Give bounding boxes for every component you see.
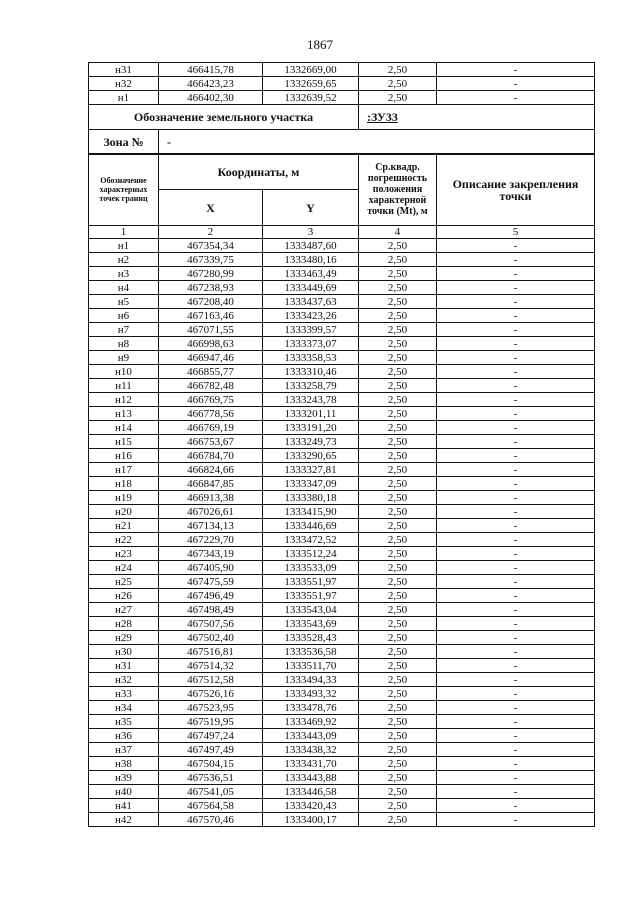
x-coordinate-cell: 467512,58 <box>159 673 263 687</box>
y-coordinate-cell: 1333469,92 <box>263 715 359 729</box>
x-coordinate-cell: 466913,38 <box>159 491 263 505</box>
x-coordinate-cell: 467541,05 <box>159 785 263 799</box>
y-coordinate-cell: 1332639,52 <box>263 91 359 105</box>
accuracy-cell: 2,50 <box>359 757 437 771</box>
description-cell: - <box>437 77 595 91</box>
x-coordinate-cell: 467514,32 <box>159 659 263 673</box>
accuracy-cell: 2,50 <box>359 267 437 281</box>
column-number: 2 <box>159 226 263 239</box>
x-coordinate-cell: 467498,49 <box>159 603 263 617</box>
page-number: 1867 <box>307 37 333 52</box>
y-coordinate-cell: 1333438,32 <box>263 743 359 757</box>
y-coordinate-cell: 1333528,43 <box>263 631 359 645</box>
y-coordinate-cell: 1333347,09 <box>263 477 359 491</box>
table-row <box>89 533 595 547</box>
accuracy-cell: 2,50 <box>359 463 437 477</box>
table-row <box>89 421 595 435</box>
y-coordinate-cell: 1333243,78 <box>263 393 359 407</box>
point-id-cell: н40 <box>89 785 159 799</box>
x-coordinate-cell: 466423,23 <box>159 77 263 91</box>
y-coordinate-cell: 1333512,24 <box>263 547 359 561</box>
table-row <box>89 351 595 365</box>
column-number: 4 <box>359 226 437 239</box>
x-coordinate-cell: 467519,95 <box>159 715 263 729</box>
x-coordinate-cell: 467208,40 <box>159 295 263 309</box>
x-coordinate-cell: 466998,63 <box>159 337 263 351</box>
y-coordinate-cell: 1333487,60 <box>263 239 359 253</box>
y-coordinate-cell: 1333258,79 <box>263 379 359 393</box>
description-cell: - <box>437 281 595 295</box>
description-cell: - <box>437 659 595 673</box>
point-id-cell: н22 <box>89 533 159 547</box>
point-id-cell: н28 <box>89 617 159 631</box>
x-coordinate-cell: 466769,75 <box>159 393 263 407</box>
x-coordinate-cell: 467238,93 <box>159 281 263 295</box>
table-row <box>89 659 595 673</box>
x-coordinate-cell: 466847,85 <box>159 477 263 491</box>
description-cell: - <box>437 421 595 435</box>
y-coordinate-cell: 1333493,32 <box>263 687 359 701</box>
point-id-cell: н31 <box>89 63 159 77</box>
table-row <box>89 589 595 603</box>
accuracy-cell: 2,50 <box>359 799 437 813</box>
table-row <box>89 337 595 351</box>
table-row <box>89 309 595 323</box>
accuracy-cell: 2,50 <box>359 77 437 91</box>
x-coordinate-cell: 467343,19 <box>159 547 263 561</box>
point-id-cell: н39 <box>89 771 159 785</box>
y-coordinate-cell: 1333420,43 <box>263 799 359 813</box>
accuracy-cell: 2,50 <box>359 435 437 449</box>
x-coordinate-cell: 467497,49 <box>159 743 263 757</box>
y-coordinate-cell: 1333399,57 <box>263 323 359 337</box>
plot-value: :ЗУ33 <box>359 105 595 130</box>
accuracy-cell: 2,50 <box>359 351 437 365</box>
point-id-cell: н18 <box>89 477 159 491</box>
accuracy-cell: 2,50 <box>359 547 437 561</box>
zone-label: Зона № <box>89 130 159 155</box>
header-x: X <box>159 190 263 226</box>
accuracy-cell: 2,50 <box>359 309 437 323</box>
table-row <box>89 379 595 393</box>
x-coordinate-cell: 467405,90 <box>159 561 263 575</box>
description-cell: - <box>437 519 595 533</box>
point-id-cell: н32 <box>89 77 159 91</box>
point-id-cell: н35 <box>89 715 159 729</box>
coordinates-table <box>88 153 595 827</box>
x-coordinate-cell: 466778,56 <box>159 407 263 421</box>
y-coordinate-cell: 1333536,58 <box>263 645 359 659</box>
description-cell: - <box>437 295 595 309</box>
accuracy-cell: 2,50 <box>359 337 437 351</box>
description-cell: - <box>437 323 595 337</box>
table-row <box>89 365 595 379</box>
header-coordinates: Координаты, м <box>159 154 359 190</box>
x-coordinate-cell: 467354,34 <box>159 239 263 253</box>
point-id-cell: н26 <box>89 589 159 603</box>
y-coordinate-cell: 1333543,04 <box>263 603 359 617</box>
y-coordinate-cell: 1333443,88 <box>263 771 359 785</box>
accuracy-cell: 2,50 <box>359 295 437 309</box>
header-point-label: Обозначение характерных точек границ <box>89 154 159 226</box>
table-row <box>89 449 595 463</box>
description-cell: - <box>437 407 595 421</box>
x-coordinate-cell: 467496,49 <box>159 589 263 603</box>
point-id-cell: н21 <box>89 519 159 533</box>
point-id-cell: н36 <box>89 729 159 743</box>
accuracy-cell: 2,50 <box>359 533 437 547</box>
y-coordinate-cell: 1333511,70 <box>263 659 359 673</box>
accuracy-cell: 2,50 <box>359 449 437 463</box>
point-id-cell: н20 <box>89 505 159 519</box>
table-row <box>89 617 595 631</box>
y-coordinate-cell: 1333373,07 <box>263 337 359 351</box>
point-id-cell: н16 <box>89 449 159 463</box>
table-row <box>89 281 595 295</box>
accuracy-cell: 2,50 <box>359 589 437 603</box>
accuracy-cell: 2,50 <box>359 323 437 337</box>
description-cell: - <box>437 337 595 351</box>
accuracy-cell: 2,50 <box>359 603 437 617</box>
table-row <box>89 295 595 309</box>
y-coordinate-cell: 1333551,97 <box>263 575 359 589</box>
x-coordinate-cell: 467339,75 <box>159 253 263 267</box>
x-coordinate-cell: 467071,55 <box>159 323 263 337</box>
y-coordinate-cell: 1333380,18 <box>263 491 359 505</box>
description-cell: - <box>437 477 595 491</box>
plot-designation-table <box>88 104 595 155</box>
x-coordinate-cell: 467536,51 <box>159 771 263 785</box>
table-row <box>89 813 595 827</box>
accuracy-cell: 2,50 <box>359 393 437 407</box>
x-coordinate-cell: 466753,67 <box>159 435 263 449</box>
accuracy-cell: 2,50 <box>359 561 437 575</box>
x-coordinate-cell: 467229,70 <box>159 533 263 547</box>
point-id-cell: н6 <box>89 309 159 323</box>
table-row <box>89 407 595 421</box>
description-cell: - <box>437 267 595 281</box>
description-cell: - <box>437 253 595 267</box>
description-cell: - <box>437 813 595 827</box>
point-id-cell: н17 <box>89 463 159 477</box>
point-id-cell: н37 <box>89 743 159 757</box>
point-id-cell: н15 <box>89 435 159 449</box>
point-id-cell: н34 <box>89 701 159 715</box>
y-coordinate-cell: 1333249,73 <box>263 435 359 449</box>
description-cell: - <box>437 491 595 505</box>
point-id-cell: н41 <box>89 799 159 813</box>
x-coordinate-cell: 467504,15 <box>159 757 263 771</box>
accuracy-cell: 2,50 <box>359 491 437 505</box>
description-cell: - <box>437 645 595 659</box>
point-id-cell: н1 <box>89 91 159 105</box>
table-row <box>89 799 595 813</box>
y-coordinate-cell: 1333201,11 <box>263 407 359 421</box>
x-coordinate-cell: 467564,58 <box>159 799 263 813</box>
table-row <box>89 757 595 771</box>
table-row <box>89 91 595 105</box>
column-numbers-row <box>89 226 595 239</box>
description-cell: - <box>437 799 595 813</box>
description-cell: - <box>437 239 595 253</box>
column-number: 3 <box>263 226 359 239</box>
y-coordinate-cell: 1333437,63 <box>263 295 359 309</box>
description-cell: - <box>437 533 595 547</box>
accuracy-cell: 2,50 <box>359 407 437 421</box>
accuracy-cell: 2,50 <box>359 505 437 519</box>
column-number: 1 <box>89 226 159 239</box>
table-row <box>89 63 595 77</box>
table-row <box>89 575 595 589</box>
point-id-cell: н8 <box>89 337 159 351</box>
y-coordinate-cell: 1333480,16 <box>263 253 359 267</box>
plot-label: Обозначение земельного участка <box>89 105 359 130</box>
y-coordinate-cell: 1333463,49 <box>263 267 359 281</box>
description-cell: - <box>437 449 595 463</box>
point-id-cell: н38 <box>89 757 159 771</box>
y-coordinate-cell: 1333533,09 <box>263 561 359 575</box>
description-cell: - <box>437 309 595 323</box>
x-coordinate-cell: 467570,46 <box>159 813 263 827</box>
y-coordinate-cell: 1333423,26 <box>263 309 359 323</box>
table-row <box>89 239 595 253</box>
y-coordinate-cell: 1333290,65 <box>263 449 359 463</box>
accuracy-cell: 2,50 <box>359 617 437 631</box>
description-cell: - <box>437 785 595 799</box>
x-coordinate-cell: 466402,30 <box>159 91 263 105</box>
x-coordinate-cell: 467163,46 <box>159 309 263 323</box>
description-cell: - <box>437 365 595 379</box>
point-id-cell: н14 <box>89 421 159 435</box>
x-coordinate-cell: 467475,59 <box>159 575 263 589</box>
y-coordinate-cell: 1333494,33 <box>263 673 359 687</box>
table-row <box>89 323 595 337</box>
y-coordinate-cell: 1333431,70 <box>263 757 359 771</box>
description-cell: - <box>437 757 595 771</box>
y-coordinate-cell: 1333415,90 <box>263 505 359 519</box>
point-id-cell: н2 <box>89 253 159 267</box>
y-coordinate-cell: 1332669,00 <box>263 63 359 77</box>
point-id-cell: н31 <box>89 659 159 673</box>
x-coordinate-cell: 466947,46 <box>159 351 263 365</box>
x-coordinate-cell: 467026,61 <box>159 505 263 519</box>
y-coordinate-cell: 1333472,52 <box>263 533 359 547</box>
description-cell: - <box>437 393 595 407</box>
point-id-cell: н3 <box>89 267 159 281</box>
table-row <box>89 435 595 449</box>
y-coordinate-cell: 1333310,46 <box>263 365 359 379</box>
description-cell: - <box>437 743 595 757</box>
accuracy-cell: 2,50 <box>359 771 437 785</box>
x-coordinate-cell: 466784,70 <box>159 449 263 463</box>
point-id-cell: н23 <box>89 547 159 561</box>
accuracy-cell: 2,50 <box>359 715 437 729</box>
table-row <box>89 547 595 561</box>
description-cell: - <box>437 631 595 645</box>
table-row <box>89 267 595 281</box>
accuracy-cell: 2,50 <box>359 91 437 105</box>
accuracy-cell: 2,50 <box>359 785 437 799</box>
table-row <box>89 393 595 407</box>
point-id-cell: н1 <box>89 239 159 253</box>
description-cell: - <box>437 603 595 617</box>
point-id-cell: н5 <box>89 295 159 309</box>
y-coordinate-cell: 1333449,69 <box>263 281 359 295</box>
y-coordinate-cell: 1333446,69 <box>263 519 359 533</box>
accuracy-cell: 2,50 <box>359 701 437 715</box>
description-cell: - <box>437 771 595 785</box>
description-cell: - <box>437 617 595 631</box>
x-coordinate-cell: 467507,56 <box>159 617 263 631</box>
y-coordinate-cell: 1333327,81 <box>263 463 359 477</box>
table-row <box>89 687 595 701</box>
table-row <box>89 701 595 715</box>
accuracy-cell: 2,50 <box>359 673 437 687</box>
x-coordinate-cell: 467502,40 <box>159 631 263 645</box>
description-cell: - <box>437 351 595 365</box>
table-row <box>89 463 595 477</box>
y-coordinate-cell: 1333358,53 <box>263 351 359 365</box>
x-coordinate-cell: 466769,19 <box>159 421 263 435</box>
table-row <box>89 673 595 687</box>
table-row <box>89 715 595 729</box>
table-row <box>89 505 595 519</box>
table-row <box>89 771 595 785</box>
zone-value: - <box>159 130 595 155</box>
description-cell: - <box>437 63 595 77</box>
x-coordinate-cell: 467134,13 <box>159 519 263 533</box>
accuracy-cell: 2,50 <box>359 659 437 673</box>
table-row <box>89 519 595 533</box>
x-coordinate-cell: 467523,95 <box>159 701 263 715</box>
description-cell: - <box>437 673 595 687</box>
x-coordinate-cell: 466415,78 <box>159 63 263 77</box>
description-cell: - <box>437 547 595 561</box>
description-cell: - <box>437 435 595 449</box>
description-cell: - <box>437 729 595 743</box>
accuracy-cell: 2,50 <box>359 253 437 267</box>
coordinates-table-body <box>89 239 595 827</box>
point-id-cell: н12 <box>89 393 159 407</box>
point-id-cell: н9 <box>89 351 159 365</box>
table-row <box>89 561 595 575</box>
accuracy-cell: 2,50 <box>359 631 437 645</box>
continuation-table <box>88 62 595 105</box>
x-coordinate-cell: 466855,77 <box>159 365 263 379</box>
column-number: 5 <box>437 226 595 239</box>
table-row <box>89 645 595 659</box>
accuracy-cell: 2,50 <box>359 575 437 589</box>
point-id-cell: н25 <box>89 575 159 589</box>
point-id-cell: н32 <box>89 673 159 687</box>
point-id-cell: н19 <box>89 491 159 505</box>
point-id-cell: н30 <box>89 645 159 659</box>
accuracy-cell: 2,50 <box>359 743 437 757</box>
description-cell: - <box>437 575 595 589</box>
x-coordinate-cell: 467526,16 <box>159 687 263 701</box>
point-id-cell: н24 <box>89 561 159 575</box>
point-id-cell: н11 <box>89 379 159 393</box>
y-coordinate-cell: 1333551,97 <box>263 589 359 603</box>
x-coordinate-cell: 467497,24 <box>159 729 263 743</box>
point-id-cell: н4 <box>89 281 159 295</box>
description-cell: - <box>437 91 595 105</box>
y-coordinate-cell: 1333400,17 <box>263 813 359 827</box>
table-row <box>89 603 595 617</box>
continuation-table-body <box>89 63 595 105</box>
point-id-cell: н13 <box>89 407 159 421</box>
accuracy-cell: 2,50 <box>359 421 437 435</box>
accuracy-cell: 2,50 <box>359 729 437 743</box>
description-cell: - <box>437 589 595 603</box>
x-coordinate-cell: 467280,99 <box>159 267 263 281</box>
description-cell: - <box>437 715 595 729</box>
x-coordinate-cell: 467516,81 <box>159 645 263 659</box>
point-id-cell: н27 <box>89 603 159 617</box>
header-description: Описание закрепления точки <box>437 154 595 226</box>
point-id-cell: н29 <box>89 631 159 645</box>
table-row <box>89 77 595 91</box>
point-id-cell: н42 <box>89 813 159 827</box>
accuracy-cell: 2,50 <box>359 281 437 295</box>
y-coordinate-cell: 1333543,69 <box>263 617 359 631</box>
point-id-cell: н7 <box>89 323 159 337</box>
x-coordinate-cell: 466824,66 <box>159 463 263 477</box>
point-id-cell: н33 <box>89 687 159 701</box>
y-coordinate-cell: 1333446,58 <box>263 785 359 799</box>
header-y: Y <box>263 190 359 226</box>
description-cell: - <box>437 463 595 477</box>
table-row <box>89 729 595 743</box>
description-cell: - <box>437 505 595 519</box>
table-row <box>89 477 595 491</box>
description-cell: - <box>437 561 595 575</box>
accuracy-cell: 2,50 <box>359 477 437 491</box>
accuracy-cell: 2,50 <box>359 379 437 393</box>
point-id-cell: н10 <box>89 365 159 379</box>
table-row <box>89 743 595 757</box>
table-row <box>89 253 595 267</box>
accuracy-cell: 2,50 <box>359 365 437 379</box>
table-row <box>89 491 595 505</box>
y-coordinate-cell: 1333443,09 <box>263 729 359 743</box>
y-coordinate-cell: 1333478,76 <box>263 701 359 715</box>
table-row <box>89 785 595 799</box>
accuracy-cell: 2,50 <box>359 63 437 77</box>
y-coordinate-cell: 1332659,65 <box>263 77 359 91</box>
accuracy-cell: 2,50 <box>359 645 437 659</box>
accuracy-cell: 2,50 <box>359 239 437 253</box>
accuracy-cell: 2,50 <box>359 519 437 533</box>
y-coordinate-cell: 1333191,20 <box>263 421 359 435</box>
description-cell: - <box>437 379 595 393</box>
header-accuracy: Ср.квадр. погрешность положения характерной точки (Mt), м <box>359 154 437 226</box>
accuracy-cell: 2,50 <box>359 813 437 827</box>
accuracy-cell: 2,50 <box>359 687 437 701</box>
description-cell: - <box>437 687 595 701</box>
description-cell: - <box>437 701 595 715</box>
table-row <box>89 631 595 645</box>
x-coordinate-cell: 466782,48 <box>159 379 263 393</box>
